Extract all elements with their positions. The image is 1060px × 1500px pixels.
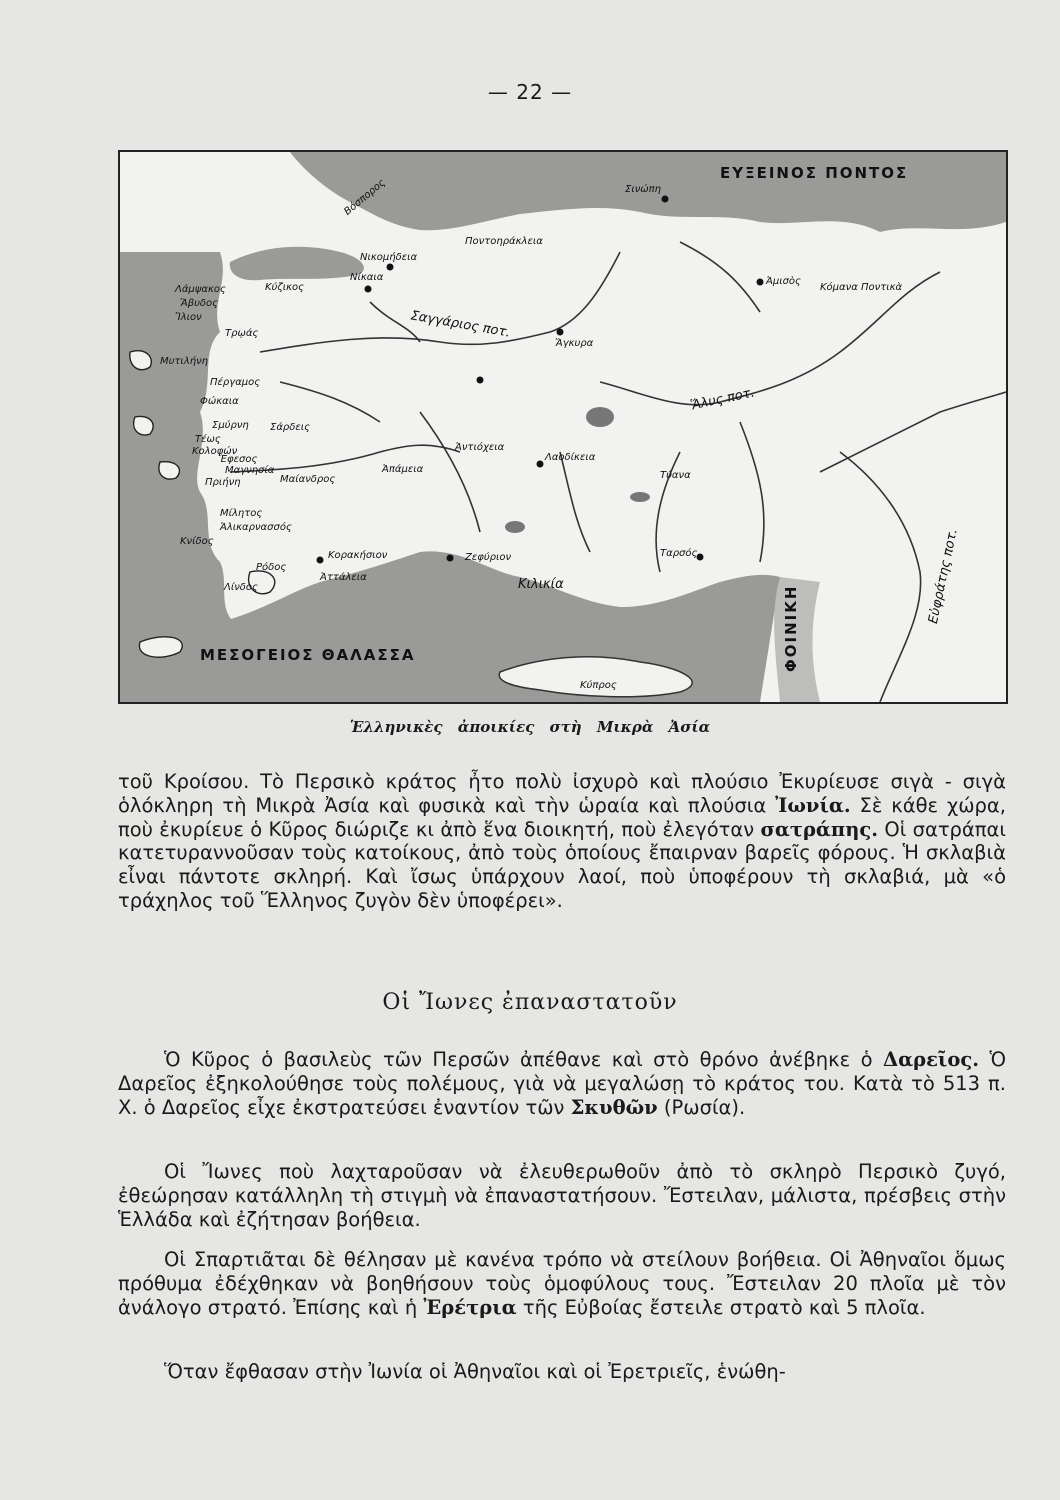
label-pergamos: Πέργαμος (210, 377, 261, 388)
euphrates-river (820, 392, 1006, 472)
paragraph-5: Ὅταν ἔφθασαν στὴν Ἰωνία οἱ Ἀθηναῖοι καὶ οἱ Ἐρετριεῖς, ἑνώθη- (164, 1360, 786, 1383)
label-kilikia: Κιλικία (518, 577, 564, 592)
label-phokaia: Φώκαια (200, 396, 239, 407)
label-smyrni: Σμύρνη (212, 420, 249, 431)
propontis-shape (230, 247, 364, 281)
label-zefyrion: Ζεφύριον (465, 552, 512, 563)
label-kyzikos: Κύζικος (265, 282, 305, 293)
dot-laodikeia (537, 461, 544, 468)
dot-antiocheia (477, 377, 484, 384)
label-kypros: Κύπρος (580, 680, 617, 691)
paragraph-1-bold-satrapis: σατράπης. (760, 817, 879, 841)
label-nicomedia: Νικομήδεια (360, 252, 418, 263)
dot-amisos (757, 279, 764, 286)
paragraph-4-text-a: Οἱ Σπαρτιᾶται δὲ θέλησαν μὲ κανένα τρόπο νὰ στείλουν βοήθεια. Οἱ Ἀθηναῖοι ὅμως πρόθυμα ἐδέχθηκαν νὰ βοηθήσουν τοὺς ὁμοφύλους τους. Ἔστειλαν 20 πλοῖα μὲ τὸν ἀνάλογο στρατό. Ἐπίσης καὶ ἡ (118, 1248, 1006, 1319)
page-number: — 22 — (487, 80, 573, 104)
lake-3 (630, 492, 650, 502)
paragraph-2 (118, 1048, 1006, 1119)
label-bosporus: Βόσπορος (342, 177, 388, 218)
dot-attaleia (317, 557, 324, 564)
label-halikarnassos: Ἁλικαρνασσός (220, 522, 292, 533)
inland-river-1 (420, 412, 480, 532)
label-mediterranean: ΜΕΣΟΓΕΙΟΣ ΘΑΛΑΣΣΑ (200, 646, 416, 664)
lake-2 (505, 521, 525, 533)
label-sangarios: Σαγγάριος ποτ. (409, 308, 512, 341)
label-lampsakos: Λάμψακος (175, 284, 226, 295)
label-attaleia: Ἀττάλεια (320, 572, 367, 583)
paragraph-2-bold-skython: Σκυθῶν (570, 1095, 658, 1119)
dot-ankyra (557, 329, 564, 336)
label-teos: Τέως (195, 434, 221, 445)
label-laodikeia: Λαοδίκεια (545, 452, 596, 463)
paragraph-1-text-b: Σὲ κάθε χώρα, ποὺ ἐκυρίευε ὁ Κῦρος διώριζε κι ἀπὸ ἕνα διοικητή, ποὺ ἐλεγόταν (118, 793, 1006, 841)
dot-nicaea (365, 286, 372, 293)
label-priini: Πριήνη (205, 477, 241, 488)
map-drawing (120, 152, 1006, 702)
paragraph-2-text-a: Ὁ Κῦρος ὁ βασιλεὺς τῶν Περσῶν ἀπέθανε καὶ στὸ θρόνο ἀνέβηκε ὁ (164, 1048, 883, 1071)
inland-river-6 (680, 242, 760, 312)
label-rhodos: Ρόδος (256, 562, 287, 573)
paragraph-4 (118, 1248, 1006, 1319)
label-lindos: Λίνδος (224, 582, 258, 593)
label-nicaea: Νίκαια (350, 272, 384, 283)
paragraph-3: Οἱ Ἴωνες ποὺ λαχταροῦσαν νὰ ἐλευθερωθοῦν ἀπὸ τὸ σκληρὸ Περσικὸ ζυγό, ἐθεώρησαν κατάλληλη τὴ στιγμὴ νὰ ἐπαναστατήσουν. Ἔστειλαν, μάλιστα, πρέσβεις στὴν Ἑλλάδα καὶ ἐζήτησαν βοήθεια. (118, 1160, 1006, 1231)
map-caption: Ἑλληνικὲς ἀποικίες στὴ Μικρὰ Ἀσία (349, 718, 711, 736)
label-miletos: Μίλητος (220, 508, 263, 519)
label-maeander: Μαίανδρος (280, 474, 336, 485)
inland-river-4 (740, 422, 764, 562)
label-euphrates: Εὐφράτης ποτ. (926, 527, 961, 626)
lake-1 (586, 407, 614, 427)
label-knidos: Κνίδος (180, 536, 214, 547)
label-magnesia: Μαγνησία (225, 465, 275, 476)
label-halys: Ἅλυς ποτ. (689, 385, 756, 414)
dot-nicomedia (387, 264, 394, 271)
label-ankyra: Ἄγκυρα (555, 338, 594, 349)
label-amisos: Ἀμισὸς (766, 276, 801, 287)
paragraph-1-bold-ionia: Ἰωνία. (775, 793, 851, 817)
paragraph-2-text-b: Ὁ Δαρεῖος ἐξηκολούθησε τοὺς πολέμους, γιὰ νὰ μεγαλώσῃ τὸ κράτος του. Κατὰ τὸ 513 π. Χ. ὁ Δαρεῖος εἶχε ἐκστρατεύσει ἐναντίον τῶν (118, 1048, 1006, 1119)
paragraph-2-text-c: (Ρωσία). (657, 1095, 746, 1119)
map-figure (118, 150, 1008, 704)
label-phoenicia: ΦΟΙΝΙΚΗ (782, 584, 800, 672)
label-troas: Τρῳάς (225, 328, 259, 339)
label-mytilene: Μυτιλήνη (160, 356, 208, 367)
paragraph-4-bold-eretria: Ἐρέτρια (423, 1295, 517, 1319)
dot-sinope (662, 196, 669, 203)
label-tyana: Τύανα (660, 470, 691, 481)
inland-river-2 (560, 452, 590, 552)
paragraph-1-text-c: Οἱ σατράπαι κατετυραννοῦσαν τοὺς κατοίκους, ἀπὸ τοὺς ὁποίους ἔπαιρναν βαρεῖς φόρους. Ἡ σκλαβιὰ εἶναι πάντοτε σκληρή. Καὶ ἴσως ὑπάρχουν λαοί, ποὺ ὑποφέρουν τὴ σκλαβιά, μὰ «ὁ τράχηλος τοῦ Ἕλληνος ζυγὸν δὲν ὑποφέρει». (118, 817, 1006, 912)
chios-island (134, 416, 153, 435)
label-sinope: Σινώπη (625, 184, 662, 195)
label-tarsos: Ταρσός (660, 548, 698, 559)
label-ilion: Ἴλιον (175, 312, 202, 323)
label-ephesos: Ἔφεσος (218, 454, 258, 465)
label-sardeis: Σάρδεις (270, 422, 311, 433)
crete-island (139, 637, 182, 657)
paragraph-2-bold-dareios: Δαρεῖος. (882, 1048, 980, 1071)
label-abydos: Ἄβυδος (180, 298, 218, 309)
samos-island (159, 462, 180, 479)
paragraph-1 (118, 770, 1006, 913)
section-heading: Οἱ Ἴωνες ἐπαναστατοῦν (382, 990, 678, 1015)
label-komana: Κόμανα Ποντικὰ (820, 282, 903, 293)
label-kolophon: Κολοφών (192, 446, 238, 457)
label-pontoirakleia: Ποντοηράκλεια (465, 236, 543, 247)
euphrates-south-branch (840, 452, 921, 702)
paragraph-4-text-b: τῆς Εὐβοίας ἔστειλε στρατὸ καὶ 5 πλοῖα. (516, 1295, 926, 1319)
label-antiocheia: Ἀντιόχεια (455, 442, 505, 453)
label-korakesion: Κορακήσιον (328, 550, 388, 561)
paragraph-1-text-a: τοῦ Κροίσου. Τὸ Περσικὸ κράτος ἦτο πολὺ ἰσχυρὸ καὶ πλούσιο Ἐκυρίευσε σιγὰ - σιγὰ ὁλόκληρη τὴ Μικρὰ Ἀσία καὶ φυσικὰ καὶ τὴν ὡραία καὶ πλούσια (118, 770, 1006, 817)
hermos-river (280, 382, 380, 422)
dot-zefyrion (447, 555, 454, 562)
dot-tarsos (697, 554, 704, 561)
label-black-sea: ΕΥΞΕΙΝΟΣ ΠΟΝΤΟΣ (720, 164, 909, 182)
label-apameia: Ἀπάμεια (382, 464, 424, 475)
